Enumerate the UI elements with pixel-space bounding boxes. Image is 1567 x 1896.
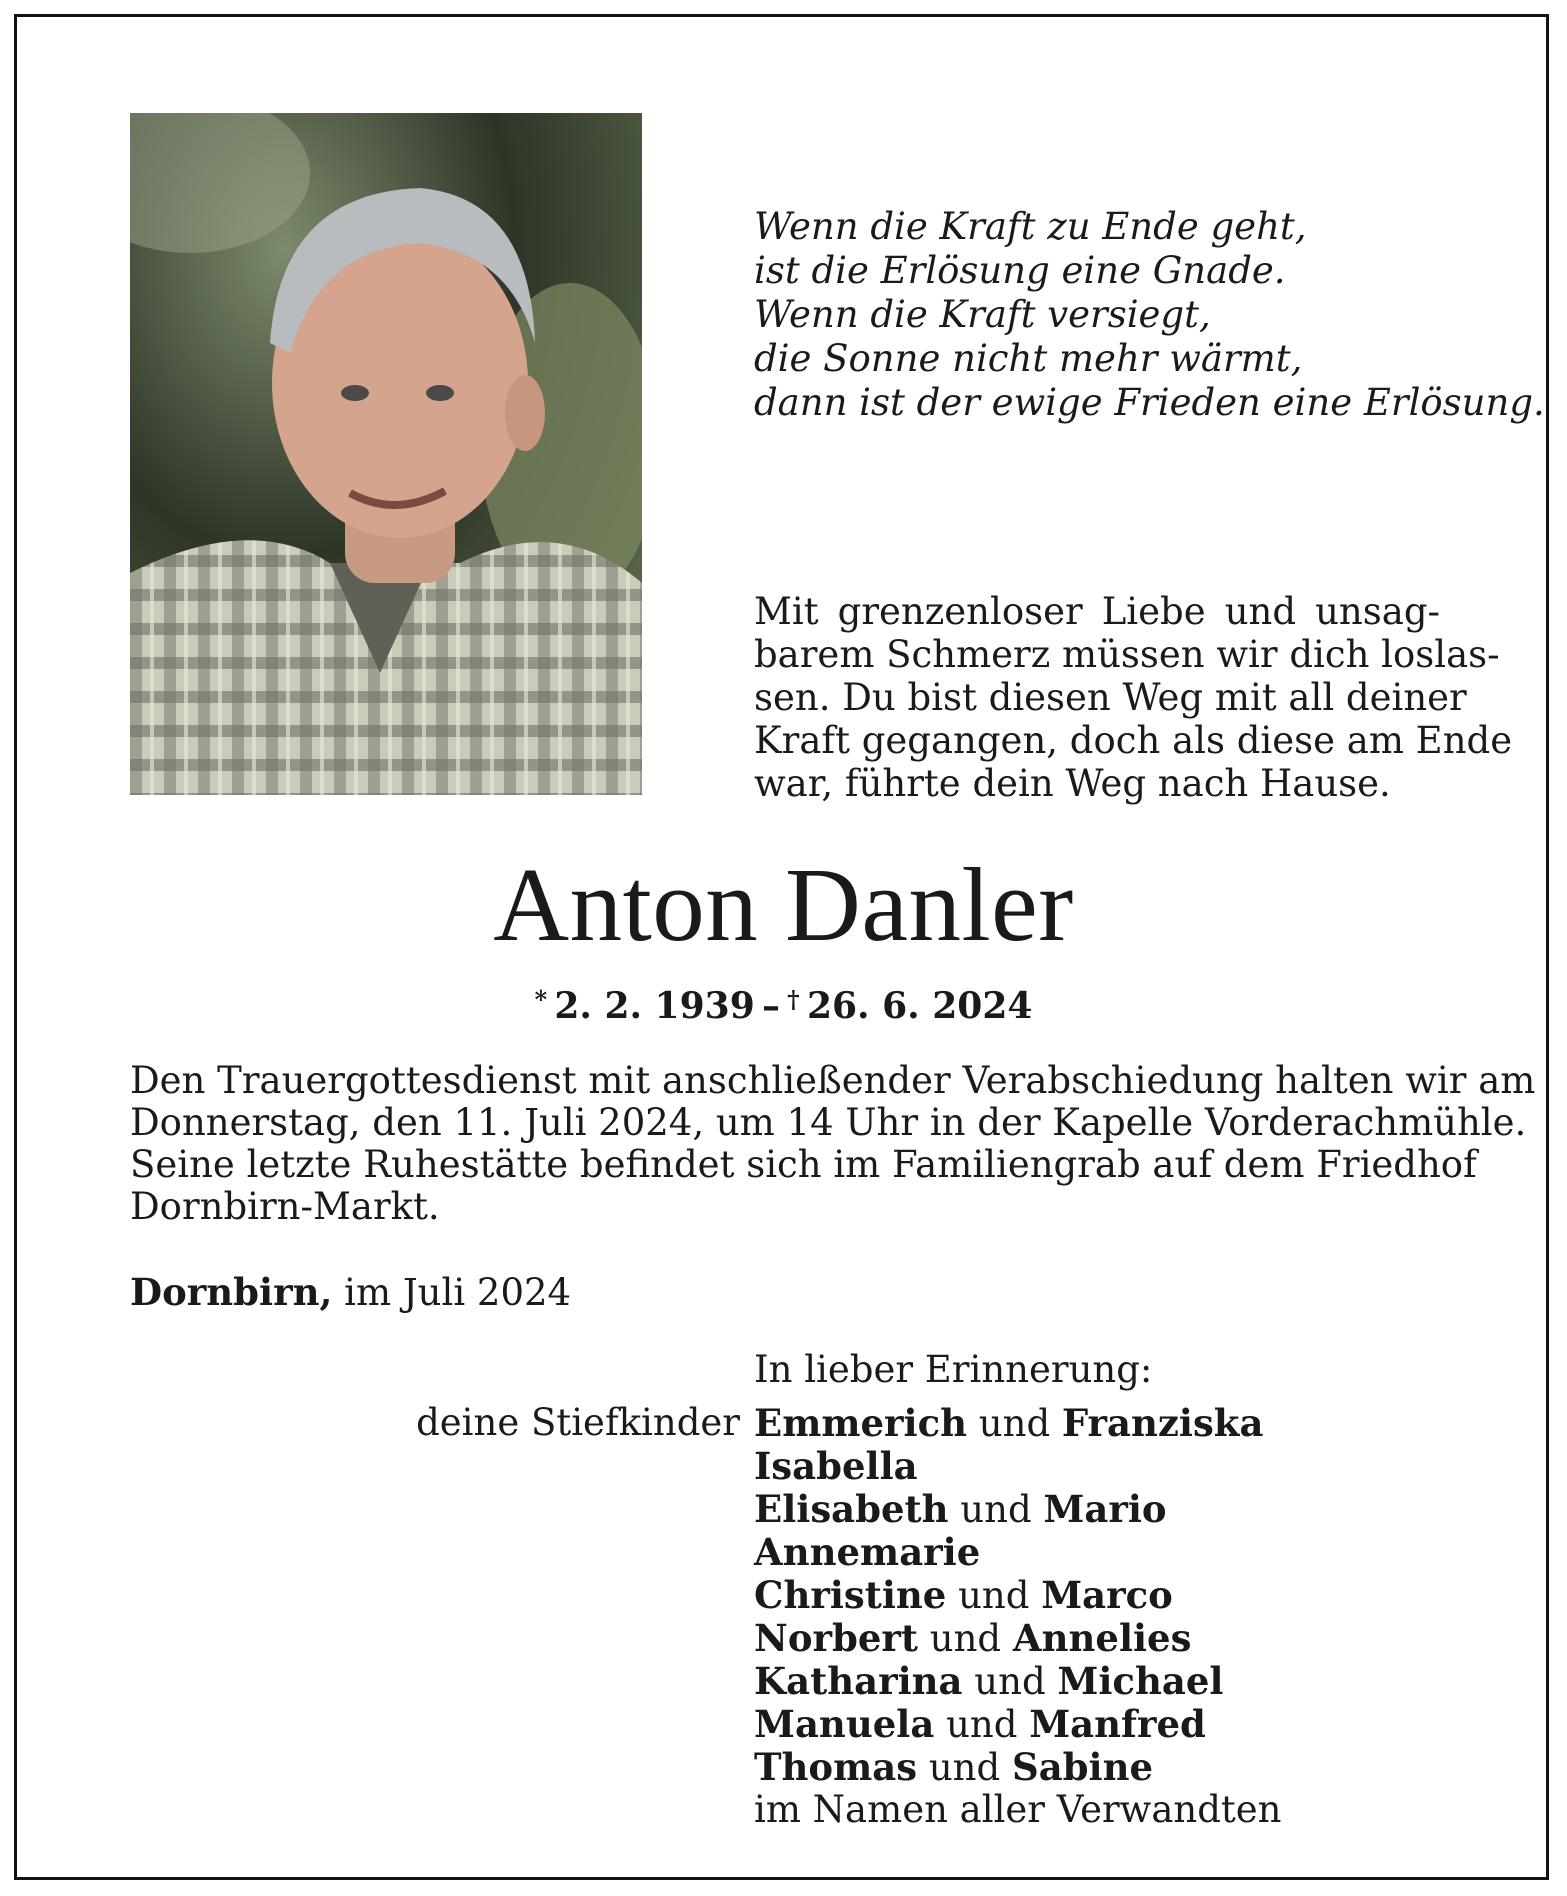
mourner-list (754, 1402, 1282, 1831)
quote-line: Wenn die Kraft zu Ende geht, (754, 205, 1307, 248)
mourner-closing: im Namen aller Verwandten (754, 1788, 1282, 1831)
mourner-row (754, 1488, 1282, 1531)
mourner-row (754, 1531, 1282, 1574)
mourner-partner: Manfred (1029, 1702, 1206, 1746)
life-dates (0, 978, 1567, 1028)
memorial-quote (754, 205, 1545, 425)
mourner-partner: Michael (1057, 1659, 1224, 1703)
mourner-partner: Mario (1043, 1487, 1167, 1531)
message-line: Kraft gegangen, doch als diese am Ende (754, 719, 1513, 762)
mourner-joiner: und (946, 1703, 1018, 1746)
mourner-row (754, 1402, 1282, 1445)
death-symbol: † (787, 985, 800, 1014)
memory-intro: In lieber Erinnerung: (754, 1348, 1153, 1391)
birth-symbol: * (534, 985, 548, 1014)
mourner-name: Christine (754, 1573, 947, 1617)
quote-line: die Sonne nicht mehr wärmt, (754, 337, 1303, 380)
message-line: sen. Du bist diesen Weg mit all deiner (754, 676, 1467, 719)
death-date: 26. 6. 2024 (806, 985, 1033, 1027)
mourner-joiner: und (958, 1574, 1030, 1617)
mourner-row (754, 1746, 1282, 1789)
mourner-joiner: und (978, 1402, 1051, 1445)
mourner-row (754, 1703, 1282, 1746)
service-line: Den Trauergottesdienst mit anschließender Verabschiedung halten wir am (130, 1059, 1536, 1102)
mourner-name: Thomas (754, 1745, 918, 1789)
mourner-partner: Marco (1041, 1573, 1173, 1617)
mourner-name: Annemarie (754, 1530, 981, 1574)
service-line: Seine letzte Ruhestätte befindet sich im Familiengrab auf dem Friedhof (130, 1143, 1477, 1186)
mourner-row (754, 1617, 1282, 1660)
mourner-name: Elisabeth (754, 1487, 949, 1531)
farewell-message (754, 590, 1513, 805)
mourner-row (754, 1445, 1282, 1488)
mourner-name: Manuela (754, 1702, 935, 1746)
mourner-name: Norbert (754, 1616, 918, 1660)
mourner-joiner: und (928, 1746, 1001, 1789)
mourner-partner: Franziska (1061, 1401, 1264, 1445)
place-date (130, 1270, 571, 1315)
birth-date: 2. 2. 1939 (554, 985, 755, 1027)
mourner-joiner: und (960, 1488, 1032, 1531)
portrait-illustration (130, 113, 642, 795)
quote-line: Wenn die Kraft versiegt, (754, 293, 1211, 336)
mourner-partner: Sabine (1011, 1745, 1154, 1789)
mourner-joiner: und (929, 1617, 1002, 1660)
mourner-row (754, 1574, 1282, 1617)
message-line: barem Schmerz müssen wir dich loslas- (754, 633, 1500, 676)
service-line: Donnerstag, den 11. Juli 2024, um 14 Uhr in der Kapelle Vorderachmühle. (130, 1101, 1527, 1144)
mourner-row (754, 1660, 1282, 1703)
quote-line: ist die Erlösung eine Gnade. (754, 249, 1286, 292)
service-line: Dornbirn-Markt. (130, 1185, 440, 1228)
message-line: war, führte dein Weg nach Hause. (754, 762, 1391, 805)
mourner-name: Katharina (754, 1659, 963, 1703)
mourner-name: Emmerich (754, 1401, 968, 1445)
mourner-joiner: und (974, 1660, 1046, 1703)
portrait-photo (130, 113, 642, 795)
message-line: Mit grenzenloser Liebe und unsag- (754, 590, 1440, 633)
place-city: Dornbirn, (130, 1270, 333, 1314)
mourner-partner: Annelies (1012, 1616, 1192, 1660)
place-month: im Juli 2024 (344, 1271, 572, 1314)
relation-label: deine Stiefkinder (416, 1401, 740, 1444)
deceased-name: Anton Danler (493, 846, 1074, 963)
date-separator: – (761, 985, 780, 1027)
quote-line: dann ist der ewige Frieden eine Erlösung. (754, 381, 1545, 424)
mourner-name: Isabella (754, 1444, 918, 1488)
service-announcement (130, 1059, 1536, 1228)
